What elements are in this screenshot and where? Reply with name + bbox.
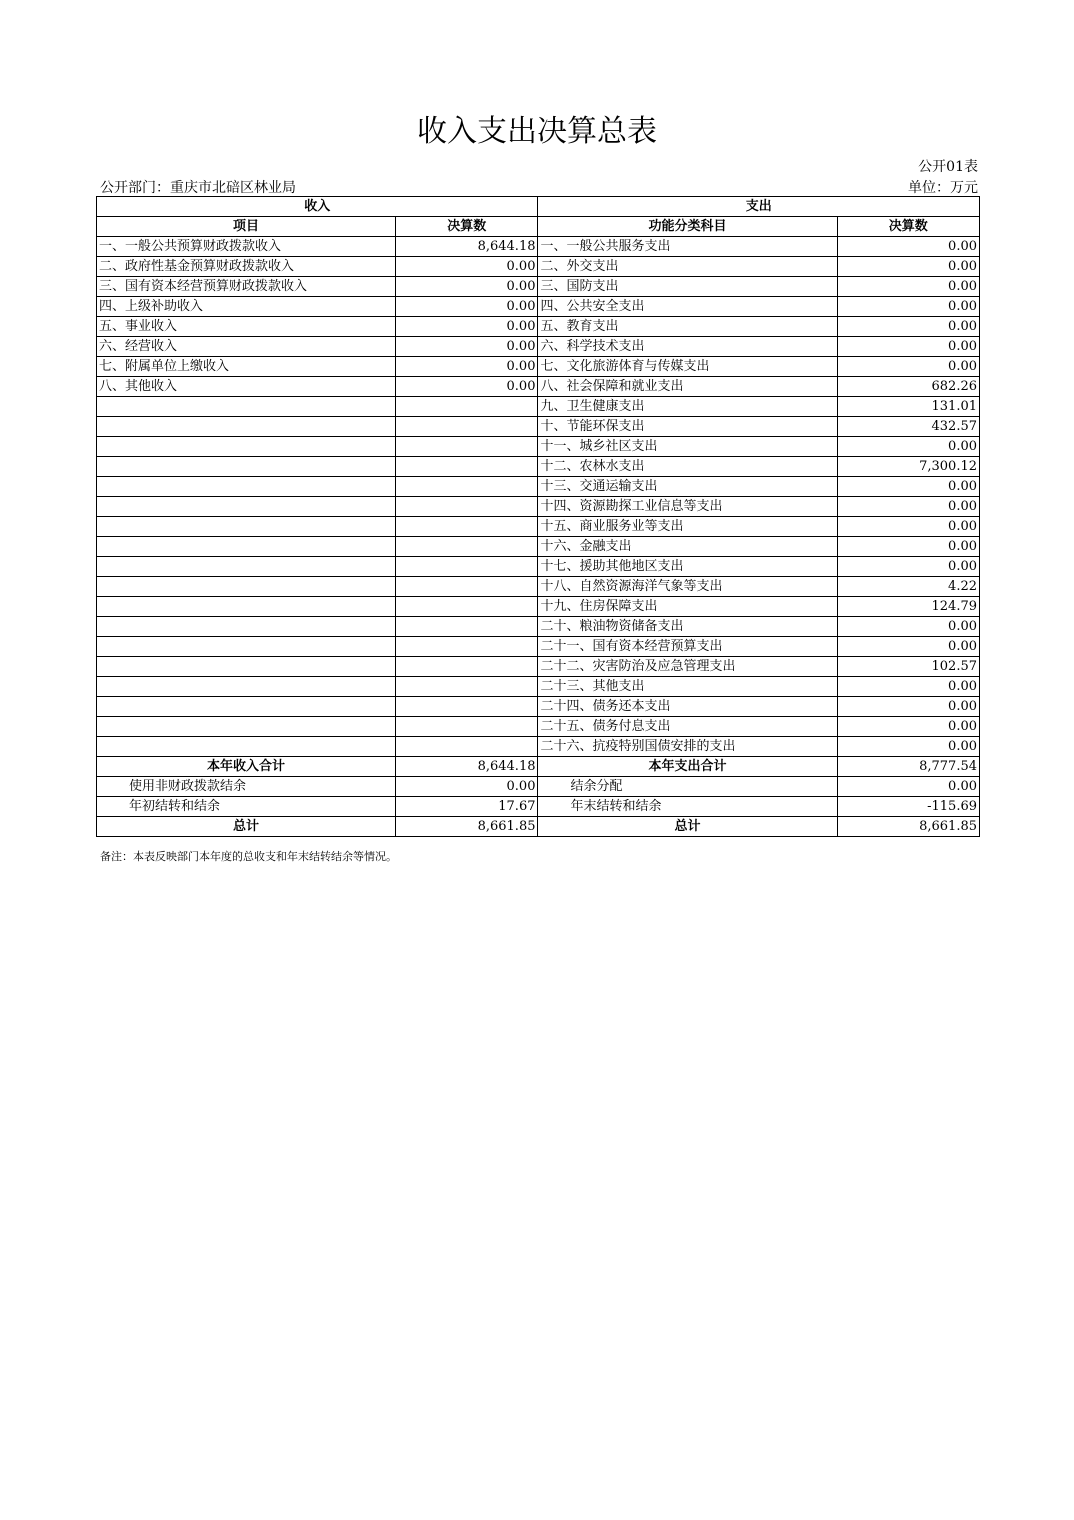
income-amount (396, 717, 538, 737)
income-item (97, 737, 396, 757)
carryover-row (97, 797, 980, 817)
table-row (97, 357, 980, 377)
income-amount (396, 657, 538, 677)
income-item (97, 637, 396, 657)
income-amount: 0.00 (396, 317, 538, 337)
income-amount (396, 477, 538, 497)
footnote: 备注：本表反映部门本年度的总收支和年末结转结余等情况。 (100, 850, 397, 863)
income-amount-header: 决算数 (396, 217, 538, 237)
table-row (97, 537, 980, 557)
table-row (97, 457, 980, 477)
begin-carryover: 17.67 (396, 797, 538, 817)
income-item (97, 437, 396, 457)
expense-item: 三、国防支出 (538, 277, 837, 297)
expense-item: 五、教育支出 (538, 317, 837, 337)
income-item (97, 677, 396, 697)
income-amount (396, 737, 538, 757)
surplus-distribution-label: 结余分配 (538, 777, 837, 797)
grand-total-expense: 8,661.85 (837, 817, 979, 837)
department-label: 公开部门：重庆市北碚区林业局 (100, 180, 296, 196)
income-section-header: 收入 (97, 197, 538, 217)
expense-category-header: 功能分类科目 (538, 217, 837, 237)
income-item: 七、附属单位上缴收入 (97, 357, 396, 377)
expense-item: 十九、住房保障支出 (538, 597, 837, 617)
expense-item: 四、公共安全支出 (538, 297, 837, 317)
expense-amount: 0.00 (837, 557, 979, 577)
expense-item: 十七、援助其他地区支出 (538, 557, 837, 577)
table-row (97, 577, 980, 597)
expense-item: 二十三、其他支出 (538, 677, 837, 697)
expense-item: 十二、农林水支出 (538, 457, 837, 477)
column-header-row (97, 217, 980, 237)
expense-item: 十一、城乡社区支出 (538, 437, 837, 457)
income-item (97, 537, 396, 557)
expense-amount: 0.00 (837, 337, 979, 357)
income-amount (396, 517, 538, 537)
expense-amount: 0.00 (837, 637, 979, 657)
expense-amount: 7,300.12 (837, 457, 979, 477)
table-row (97, 597, 980, 617)
expense-item: 九、卫生健康支出 (538, 397, 837, 417)
table-row (97, 297, 980, 317)
income-amount: 0.00 (396, 377, 538, 397)
expense-item: 二十一、国有资本经营预算支出 (538, 637, 837, 657)
expense-item: 二十、粮油物资储备支出 (538, 617, 837, 637)
expense-amount: 0.00 (837, 477, 979, 497)
expense-item: 一、一般公共服务支出 (538, 237, 837, 257)
income-item (97, 417, 396, 437)
income-item: 四、上级补助收入 (97, 297, 396, 317)
expense-amount: 0.00 (837, 677, 979, 697)
income-item (97, 457, 396, 477)
table-row (97, 237, 980, 257)
expense-item: 七、文化旅游体育与传媒支出 (538, 357, 837, 377)
table-row (97, 697, 980, 717)
table-row (97, 517, 980, 537)
income-amount: 8,644.18 (396, 237, 538, 257)
expense-amount: 131.01 (837, 397, 979, 417)
income-amount (396, 697, 538, 717)
expense-item: 十、节能环保支出 (538, 417, 837, 437)
table-row (97, 257, 980, 277)
table-row (97, 677, 980, 697)
table-row (97, 477, 980, 497)
income-item: 六、经营收入 (97, 337, 396, 357)
income-item-header: 项目 (97, 217, 396, 237)
expense-amount-header: 决算数 (837, 217, 979, 237)
expense-item: 二十六、抗疫特别国债安排的支出 (538, 737, 837, 757)
end-carryover: -115.69 (837, 797, 979, 817)
grand-total-row (97, 817, 980, 837)
expense-amount: 0.00 (837, 737, 979, 757)
expense-amount: 0.00 (837, 257, 979, 277)
expense-item: 十三、交通运输支出 (538, 477, 837, 497)
expense-amount: 0.00 (837, 497, 979, 517)
expense-amount: 4.22 (837, 577, 979, 597)
surplus-distribution: 0.00 (837, 777, 979, 797)
expense-amount: 0.00 (837, 437, 979, 457)
end-carryover-label: 年末结转和结余 (538, 797, 837, 817)
income-amount (396, 497, 538, 517)
table-row (97, 317, 980, 337)
expense-amount: 0.00 (837, 237, 979, 257)
expense-item: 六、科学技术支出 (538, 337, 837, 357)
expense-item: 二十二、灾害防治及应急管理支出 (538, 657, 837, 677)
income-amount (396, 597, 538, 617)
grand-total-expense-label: 总计 (538, 817, 837, 837)
expense-amount: 124.79 (837, 597, 979, 617)
year-expense-total-label: 本年支出合计 (538, 757, 837, 777)
expense-amount: 682.26 (837, 377, 979, 397)
table-row (97, 637, 980, 657)
table-row (97, 337, 980, 357)
income-item (97, 497, 396, 517)
income-amount (396, 617, 538, 637)
expense-amount: 0.00 (837, 517, 979, 537)
table-row (97, 417, 980, 437)
table-row (97, 617, 980, 637)
income-amount (396, 437, 538, 457)
income-item (97, 617, 396, 637)
expense-amount: 0.00 (837, 357, 979, 377)
expense-amount: 0.00 (837, 297, 979, 317)
begin-carryover-label: 年初结转和结余 (97, 797, 396, 817)
income-item: 八、其他收入 (97, 377, 396, 397)
income-amount (396, 417, 538, 437)
year-income-total: 8,644.18 (396, 757, 538, 777)
income-item (97, 397, 396, 417)
expense-item: 十六、金融支出 (538, 537, 837, 557)
income-item: 一、一般公共预算财政拨款收入 (97, 237, 396, 257)
income-amount (396, 637, 538, 657)
income-item: 三、国有资本经营预算财政拨款收入 (97, 277, 396, 297)
expense-amount: 0.00 (837, 317, 979, 337)
section-header-row (97, 197, 980, 217)
expense-item: 二十四、债务还本支出 (538, 697, 837, 717)
balance-row (97, 777, 980, 797)
table-row (97, 557, 980, 577)
income-item: 五、事业收入 (97, 317, 396, 337)
expense-item: 二十五、债务付息支出 (538, 717, 837, 737)
expense-amount: 0.00 (837, 617, 979, 637)
non-fiscal-balance: 0.00 (396, 777, 538, 797)
grand-total-income: 8,661.85 (396, 817, 538, 837)
expense-item: 十四、资源勘探工业信息等支出 (538, 497, 837, 517)
income-item: 二、政府性基金预算财政拨款收入 (97, 257, 396, 277)
expense-item: 十八、自然资源海洋气象等支出 (538, 577, 837, 597)
expense-amount: 0.00 (837, 277, 979, 297)
income-amount: 0.00 (396, 337, 538, 357)
table-row (97, 657, 980, 677)
income-item (97, 697, 396, 717)
table-row (97, 497, 980, 517)
income-amount: 0.00 (396, 297, 538, 317)
table-row (97, 737, 980, 757)
table-row (97, 377, 980, 397)
expense-amount: 432.57 (837, 417, 979, 437)
unit-label: 单位：万元 (908, 180, 978, 196)
income-amount: 0.00 (396, 277, 538, 297)
table-row (97, 397, 980, 417)
expense-item: 八、社会保障和就业支出 (538, 377, 837, 397)
table-row (97, 437, 980, 457)
expense-amount: 102.57 (837, 657, 979, 677)
grand-total-income-label: 总计 (97, 817, 396, 837)
income-amount (396, 537, 538, 557)
income-item (97, 597, 396, 617)
expense-amount: 0.00 (837, 717, 979, 737)
expense-amount: 0.00 (837, 537, 979, 557)
income-item (97, 657, 396, 677)
year-expense-total: 8,777.54 (837, 757, 979, 777)
income-amount (396, 677, 538, 697)
expense-section-header: 支出 (538, 197, 980, 217)
page-title: 收入支出决算总表 (417, 114, 657, 149)
income-item (97, 577, 396, 597)
income-item (97, 517, 396, 537)
income-amount (396, 457, 538, 477)
non-fiscal-balance-label: 使用非财政拨款结余 (97, 777, 396, 797)
year-income-total-label: 本年收入合计 (97, 757, 396, 777)
table-row (97, 717, 980, 737)
income-item (97, 557, 396, 577)
income-item (97, 717, 396, 737)
income-amount: 0.00 (396, 257, 538, 277)
year-total-row (97, 757, 980, 777)
expense-amount: 0.00 (837, 697, 979, 717)
income-amount (396, 577, 538, 597)
income-amount (396, 557, 538, 577)
table-row (97, 277, 980, 297)
budget-summary-table (96, 196, 980, 837)
expense-item: 十五、商业服务业等支出 (538, 517, 837, 537)
income-amount (396, 397, 538, 417)
income-item (97, 477, 396, 497)
expense-item: 二、外交支出 (538, 257, 837, 277)
form-number: 公开01表 (918, 159, 978, 175)
income-amount: 0.00 (396, 357, 538, 377)
